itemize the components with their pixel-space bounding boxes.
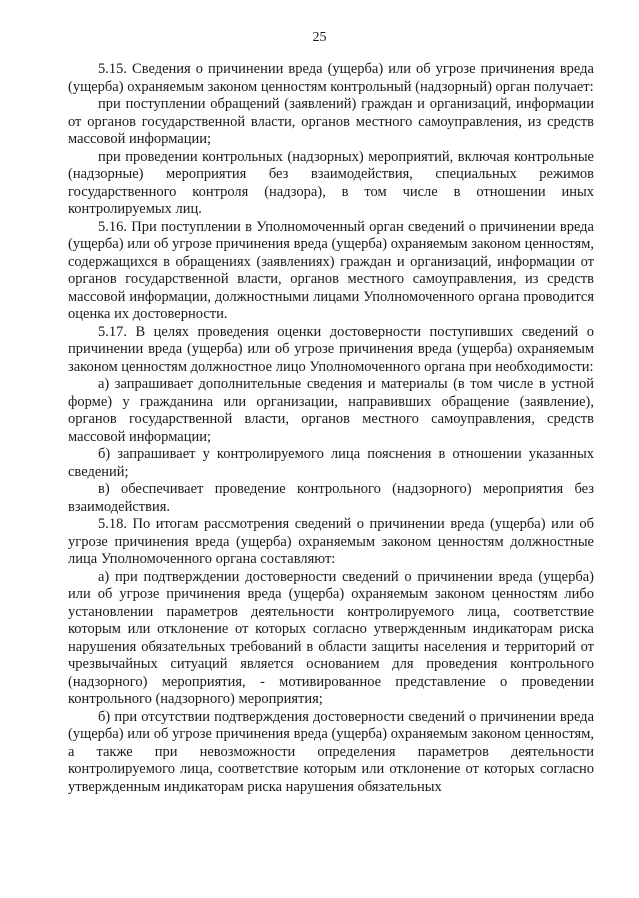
paragraph-5-18-item-b: б) при отсутствии подтверждения достоверности сведений о причинении вреда (ущерба) или об угрозе причинения вреда (ущерба) охраняемым законом ценностям, а также при невозможности определения параметров деятельности контролируемого лица, соответствие которым или отклонение от которых согласно утвержденным индикаторам риска нарушения обязательных: [68, 708, 594, 795]
paragraph-5-15-item-control-measures: при проведении контрольных (надзорных) мероприятий, включая контрольные (надзорные) мероприятия без взаимодействия, специальных режимов государственного контроля (надзора), в том числе в отношении иных контролируемых лиц.: [68, 148, 594, 217]
paragraph-5-18-item-a: а) при подтверждении достоверности сведений о причинении вреда (ущерба) или об угрозе причинения вреда (ущерба) охраняемым законом ценностям либо установлении параметров деятельности контролируемого лица, соответствие которым или отклонение от которых согласно утвержденным индикаторам риска нарушения обязательных требований в области защиты населения и территорий от чрезвычайных ситуаций является основанием для проведения контрольного (надзорного) мероприятия, - мотивированное представление о проведении контрольного (надзорного) мероприятия;: [68, 568, 594, 707]
paragraph-5-17: 5.17. В целях проведения оценки достоверности поступивших сведений о причинении вреда (ущерба) или об угрозе причинения вреда (ущерба) охраняемым законом ценностям должностное лицо Уполномоченного органа при необходимости:: [68, 323, 594, 375]
paragraph-5-17-item-a: а) запрашивает дополнительные сведения и материалы (в том числе в устной форме) у гражданина или организации, направивших обращение (заявление), органов государственной власти, органов местного самоуправления, средств массовой информации;: [68, 376, 594, 445]
paragraph-5-17-item-c: в) обеспечивает проведение контрольного (надзорного) мероприятия без взаимодействия.: [68, 481, 594, 515]
paragraph-5-16: 5.16. При поступлении в Уполномоченный орган сведений о причинении вреда (ущерба) или об угрозе причинения вреда (ущерба) охраняемым законом ценностям, содержащихся в обращениях (заявлениях) граждан и организаций, информации от органов государственной власти, органов местного самоуправления, из средств массовой информации, должностными лицами Уполномоченного органа проводится оценка их достоверности.: [68, 218, 594, 322]
paragraph-5-17-item-b: б) запрашивает у контролируемого лица пояснения в отношении указанных сведений;: [68, 446, 594, 480]
document-body: [68, 61, 594, 796]
paragraph-5-18: 5.18. По итогам рассмотрения сведений о причинении вреда (ущерба) или об угрозе причинения вреда (ущерба) охраняемым законом ценностям должностные лица Уполномоченного органа составляют:: [68, 516, 594, 567]
paragraph-5-15-item-appeals: при поступлении обращений (заявлений) граждан и организаций, информации от органов государственной власти, органов местного самоуправления, из средств массовой информации;: [68, 96, 594, 147]
paragraph-5-15: 5.15. Сведения о причинении вреда (ущерба) или об угрозе причинения вреда (ущерба) охраняемым законом ценностям контрольный (надзорный) орган получает:: [68, 61, 594, 95]
page-number: 25: [312, 30, 327, 45]
